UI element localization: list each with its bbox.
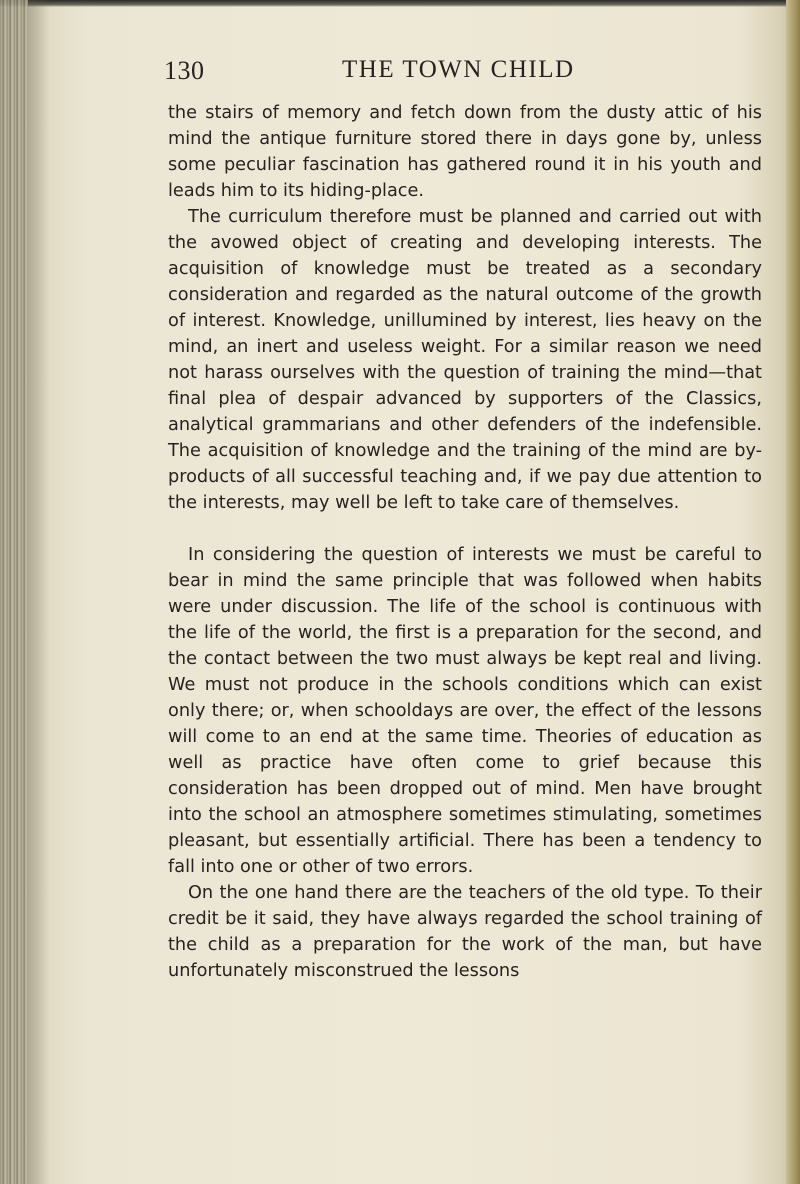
body-text xyxy=(168,100,762,984)
paragraph: the stairs of memory and fetch down from the dusty attic of his mind the antique furniture stored there in days gone by, unless some peculiar fascination has gathered round it in his youth and leads him to its hiding-place. xyxy=(168,103,762,201)
page-top-edge xyxy=(0,0,800,7)
paragraph: In considering the question of interests we must be careful to bear in mind the same principle that was followed when habits were under discussion. The life of the school is continuous with the life of the world, the first is a preparation for the second, and the contact between the two must always be kept real and living. We must not produce in the schools conditions which can exist only there; or, when schooldays are over, the effect of the lessons will come to an end at the same time. Theories of education as well as practice have often come to grief because this consideration has been dropped out of mind. Men have brought into the school an atmosphere sometimes stimulating, sometimes pleasant, but essentially artificial. There has been a tendency to fall into one or other of two errors. xyxy=(168,545,762,877)
paragraph: The curriculum therefore must be planned and carried out with the avowed object of creating and developing interests. The acquisition of knowledge must be treated as a secondary consideration and regarded as the natural outcome of the growth of interest. Knowledge, unillumined by interest, lies heavy on the mind, an inert and useless weight. For a similar reason we need not harass ourselves with the question of training the mind—that final plea of despair advanced by supporters of the Classics, analytical grammarians and other defenders of the indefensible. The acquisition of knowledge and the training of the mind are by-products of all successful teaching and, if we pay due attention to the interests, may well be left to take care of themselves. xyxy=(168,207,762,513)
page-header xyxy=(164,56,764,92)
page-right-edge xyxy=(786,0,800,1184)
running-head: THE TOWN CHILD xyxy=(342,56,575,83)
paragraph: On the one hand there are the teachers of the old type. To their credit be it said, they have always regarded the school training of the child as a preparation for the work of the man, but have unfortunately misconstrued the lessons xyxy=(168,883,762,981)
gutter-shadow xyxy=(28,0,50,1184)
page-number: 130 xyxy=(164,56,205,85)
paragraph-gap xyxy=(168,516,762,542)
book-spine-edge xyxy=(0,0,28,1184)
